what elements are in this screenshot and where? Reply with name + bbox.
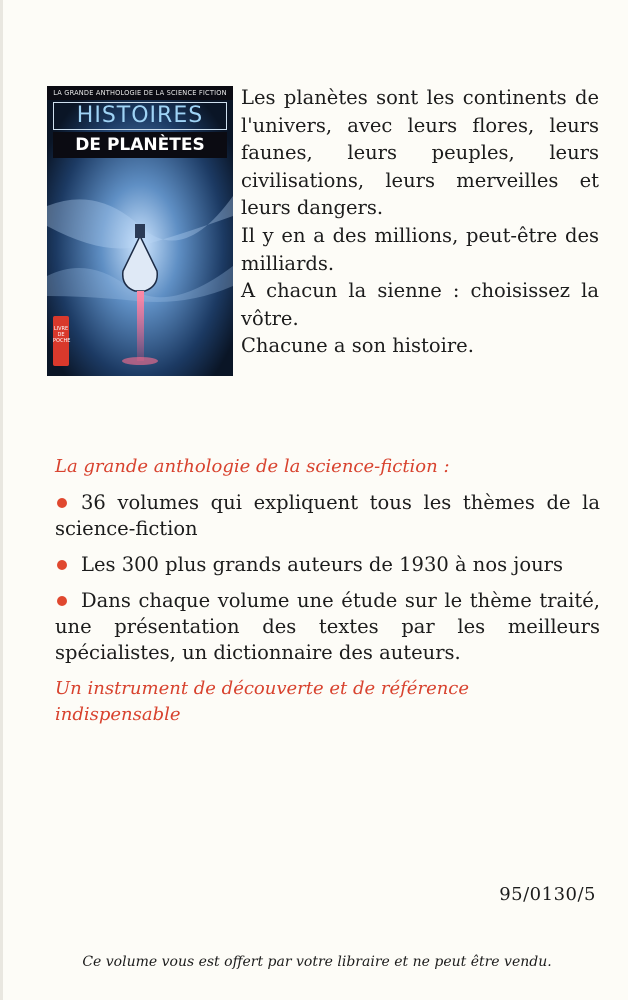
blurb-paragraph: A chacun la sienne : choisissez la vôtre. bbox=[241, 279, 599, 330]
book-cover-thumbnail bbox=[47, 86, 233, 376]
series-feature-item bbox=[55, 552, 600, 578]
series-feature-text: Les 300 plus grands auteurs de 1930 à nos jours bbox=[81, 553, 563, 576]
bullet-dot-icon bbox=[57, 596, 67, 606]
catalog-number: 95/0130/5 bbox=[499, 884, 596, 905]
blurb-paragraph: Chacune a son histoire. bbox=[241, 334, 474, 358]
cover-series-band: LA GRANDE ANTHOLOGIE DE LA SCIENCE FICTION bbox=[47, 86, 233, 100]
series-feature-item bbox=[55, 588, 600, 666]
cover-book-title: DE PLANÈTES bbox=[53, 132, 227, 158]
book-blurb bbox=[241, 84, 599, 360]
bullet-dot-icon bbox=[57, 498, 67, 508]
blurb-paragraph: Il y en a des millions, peut-être des milliards. bbox=[241, 223, 599, 275]
series-tagline: Un instrument de découverte et de référence indispensable bbox=[55, 678, 470, 725]
series-description bbox=[55, 454, 600, 728]
cover-series-title: HISTOIRES bbox=[53, 102, 227, 130]
series-heading: La grande anthologie de la science-fiction : bbox=[55, 456, 450, 477]
series-feature-item bbox=[55, 490, 600, 542]
publisher-logo: LIVRE DE POCHE bbox=[53, 316, 69, 366]
bullet-dot-icon bbox=[57, 560, 67, 570]
series-feature-text: 36 volumes qui expliquent tous les thèmes de la science-fiction bbox=[55, 491, 600, 540]
blurb-paragraph: Les planètes sont les continents de l'univers, avec leurs flores, leurs faunes, leurs peuples, leurs civilisations, leurs merveilles et leurs dangers. bbox=[241, 86, 599, 220]
free-copy-notice: Ce volume vous est offert par votre libraire et ne peut être vendu. bbox=[82, 954, 552, 970]
series-feature-text: Dans chaque volume une étude sur le thème traité, une présentation des textes par les meilleurs spécialistes, un dictionnaire des auteurs. bbox=[55, 589, 600, 664]
